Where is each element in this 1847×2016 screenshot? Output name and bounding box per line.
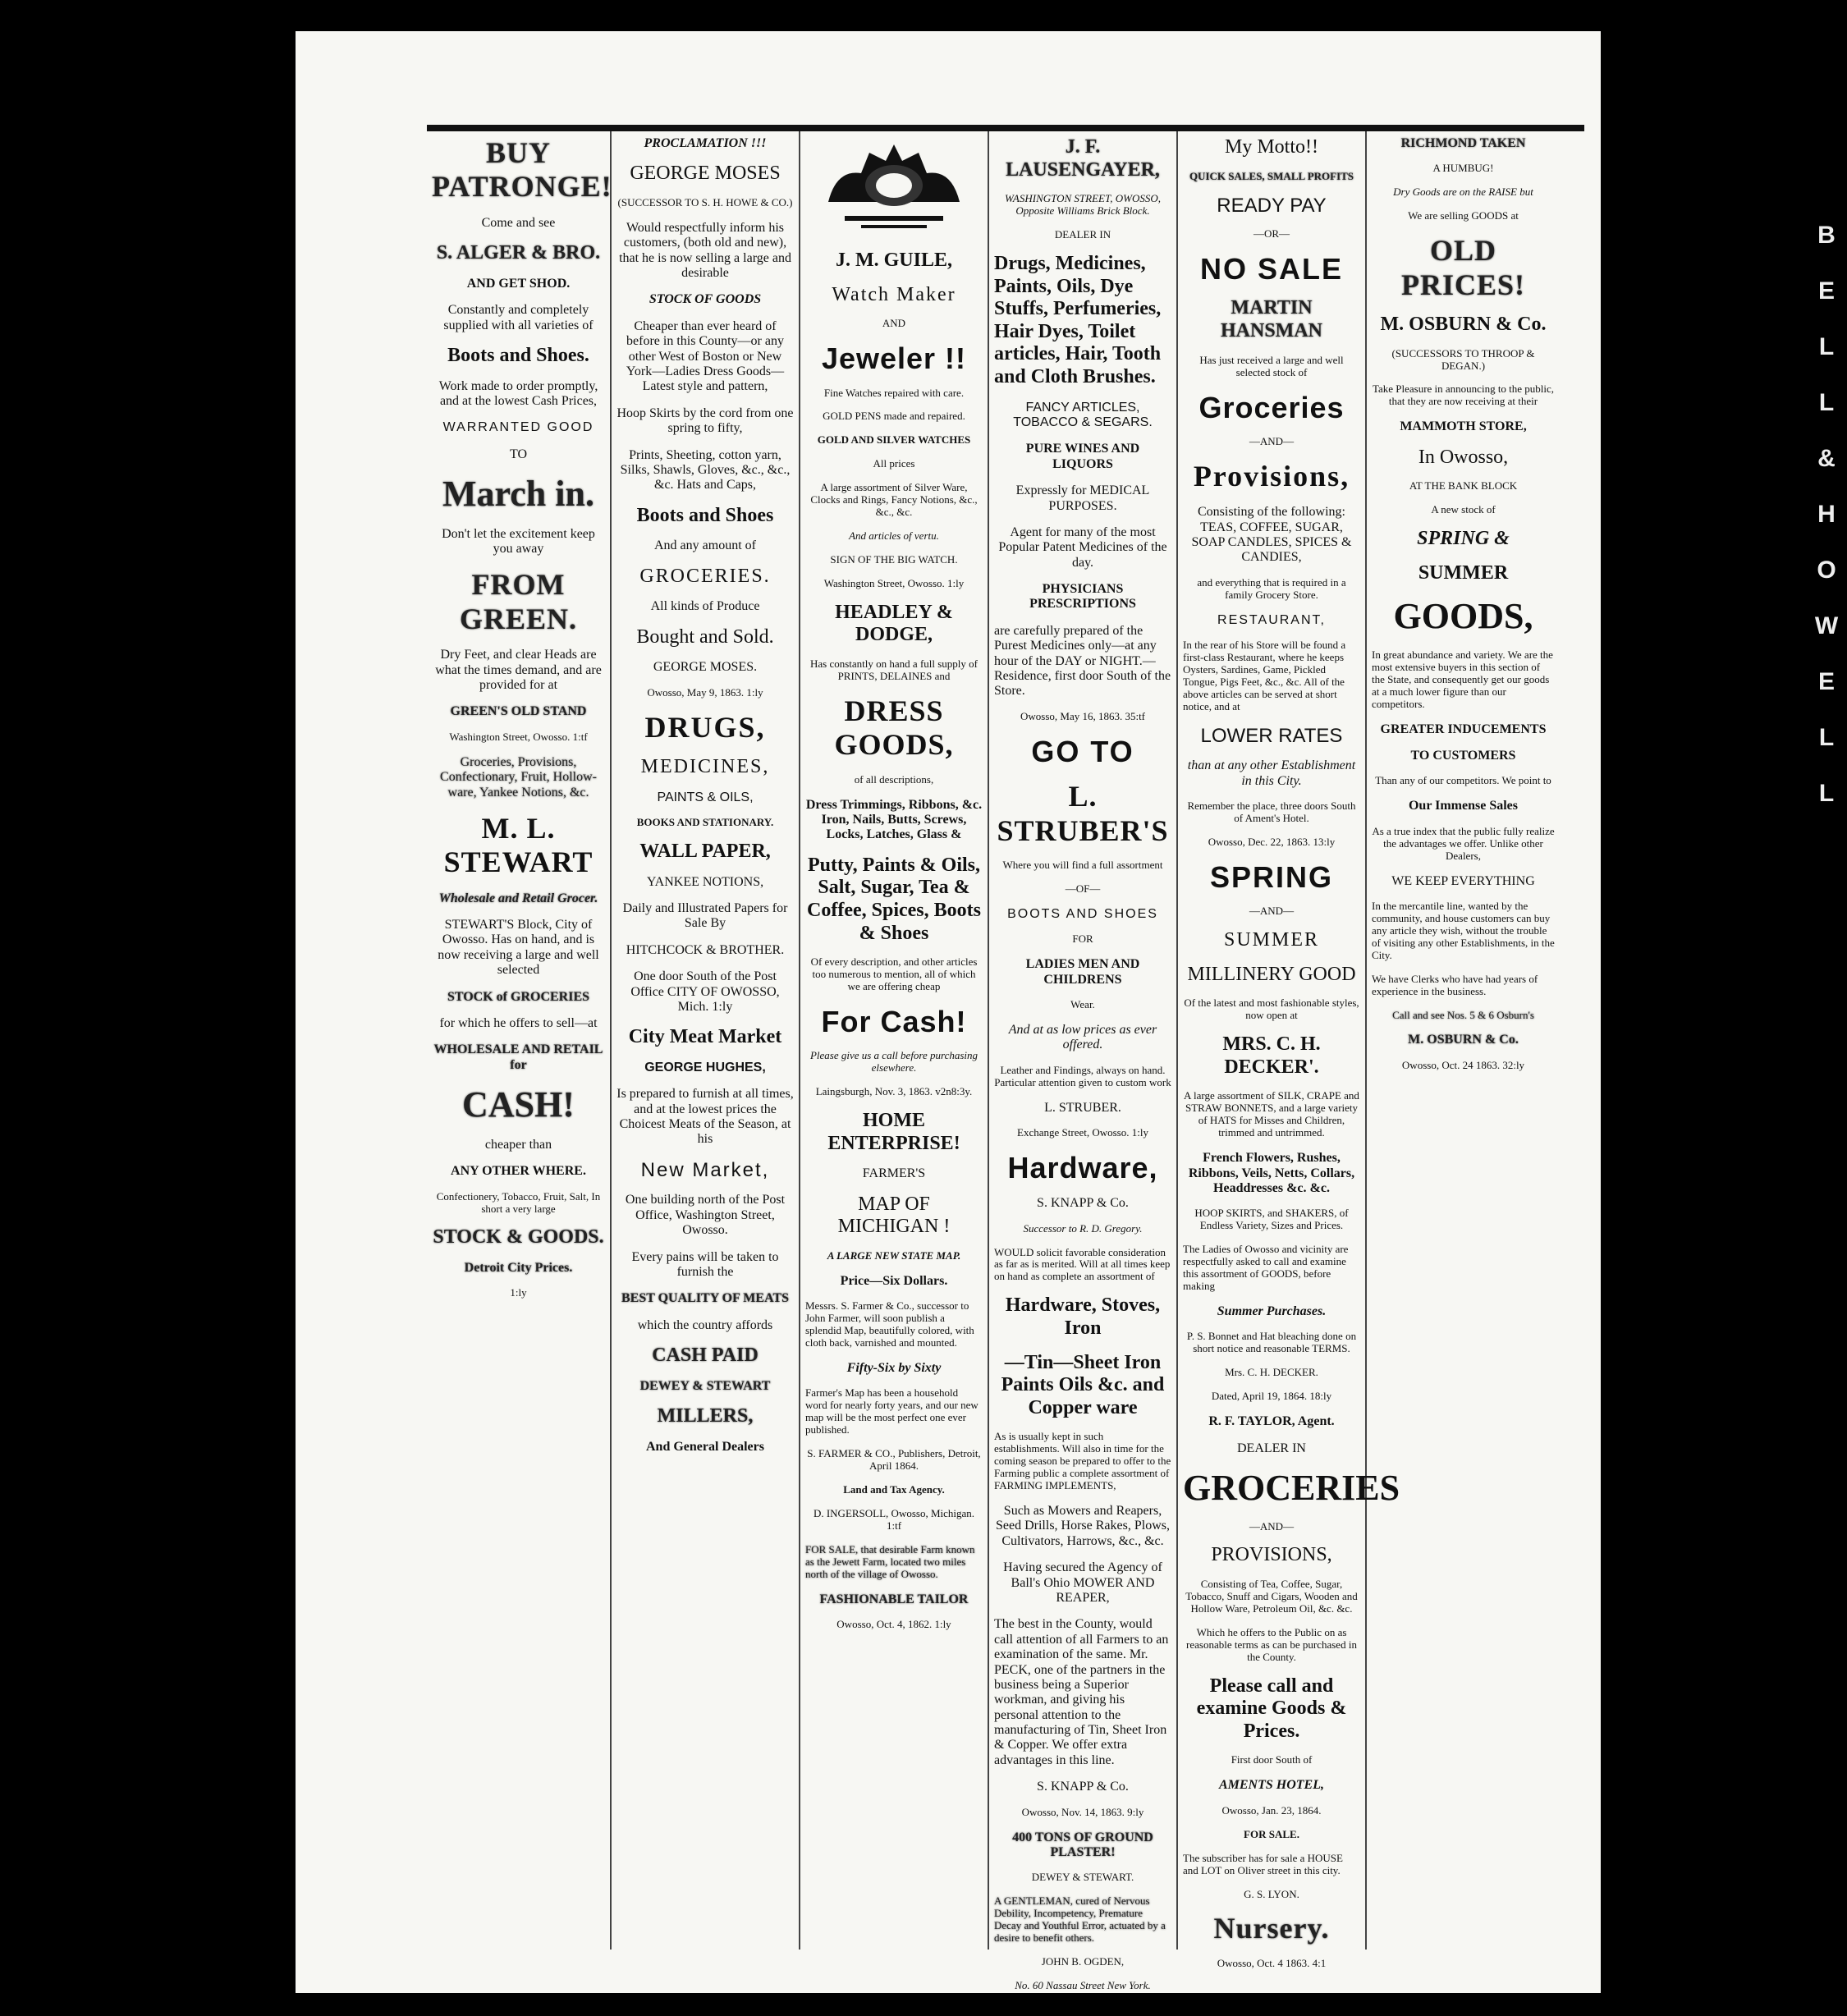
ad-text-line: Wholesale and Retail Grocer.	[438, 891, 598, 905]
ad-text-line: cheaper than	[484, 1137, 552, 1152]
ad-text-line: (SUCCESSORS TO THROOP & DEGAN.)	[1391, 346, 1535, 372]
ad-text-line: Owosso, May 9, 1863. 1:ly	[647, 685, 763, 699]
ad-text-line: Fifty-Six by Sixty	[846, 1361, 942, 1376]
ad-text-line: Would respectfully inform his customers, (both old and new), that he is now selling a large and desirable	[619, 220, 791, 281]
ad-text-line: Land and Tax Agency.	[843, 1483, 945, 1496]
ad-text-line: MILLERS,	[657, 1405, 754, 1427]
ad-text-line: —AND—	[1249, 1519, 1295, 1533]
ad-text-line: As a true index that the public fully realize the advantages we offer. Unlike other Dealers,	[1372, 824, 1555, 862]
ad-text-line: MILLINERY GOOD	[1187, 963, 1356, 985]
ad-text-line: Of every description, and other articles too numerous to mention, all of which we are offering cheap	[810, 955, 978, 993]
ad-text-line: —AND—	[1249, 905, 1295, 918]
edge-text	[1810, 222, 1843, 808]
ad-text-line: FANCY ARTICLES, TOBACCO & SEGARS.	[1013, 400, 1153, 429]
ad-text-line: PHYSICIANS PRESCRIPTIONS	[1029, 582, 1136, 612]
ad-text-line: L. STRUBER'S	[997, 780, 1169, 847]
ad-text-line: SIGN OF THE BIG WATCH.	[830, 553, 958, 566]
ad-text-line: Hardware,	[1007, 1150, 1158, 1184]
ad-text-line: than at any other Establishment in this City.	[1187, 758, 1356, 788]
ad-text-line: LADIES MEN AND CHILDRENS	[1025, 957, 1140, 987]
ad-text-line: Dry Goods are on the RAISE but	[1393, 186, 1533, 199]
edge-letter: H	[1817, 501, 1836, 528]
ad-text-line: My Motto!!	[1225, 136, 1318, 158]
ad-text-line: Remember the place, three doors South of Ament's Hotel.	[1187, 800, 1356, 824]
ad-text-line: Consisting of Tea, Coffee, Sugar, Tobacco, Snuff and Cigars, Wooden and Hollow Ware, Petroleum Oil, &c. &c.	[1185, 1578, 1358, 1615]
ad-text-line: Has just received a large and well selected stock of	[1199, 353, 1344, 378]
ad-text-line: S. FARMER & CO., Publishers, Detroit, April 1864.	[807, 1447, 981, 1473]
ad-text-line: And articles of vertu.	[849, 529, 939, 543]
ad-text-line: MRS. C. H. DECKER'.	[1222, 1033, 1321, 1078]
ad-text-line: AND GET SHOD.	[466, 276, 571, 291]
edge-letter: E	[1817, 277, 1835, 305]
ad-text-line: LOWER RATES	[1200, 724, 1343, 747]
ad-text-line: Such as Mowers and Reapers, Seed Drills, Horse Rakes, Plows, Cultivators, Harrows, &c., &c.	[996, 1504, 1170, 1548]
ad-text-line: We are selling GOODS at	[1408, 209, 1519, 222]
ad-text-line: —AND—	[1249, 434, 1295, 447]
ad-text-line: Call and see Nos. 5 & 6 Osburn's	[1392, 1008, 1534, 1021]
ad-text-line: Than any of our competitors. We point to	[1375, 774, 1551, 787]
ad-text-line: One building north of the Post Office, Washington Street, Owosso.	[625, 1193, 786, 1238]
ad-text-line: 400 TONS OF GROUND PLASTER!	[1012, 1830, 1153, 1859]
ad-text-line: Boots and Shoes.	[447, 344, 589, 366]
ad-text-line: Owosso, Oct. 4 1863. 4:1	[1217, 1956, 1327, 1969]
ad-text-line: GROCERIES	[1183, 1467, 1400, 1508]
ad-text-line: We have Clerks who have had years of experience in the business.	[1372, 972, 1538, 997]
ad-text-line: And at as low prices as ever offered.	[1008, 1022, 1157, 1052]
ad-text-line: Hardware, Stoves, Iron	[1005, 1294, 1161, 1339]
ad-text-line: M. OSBURN & Co.	[1380, 313, 1547, 335]
ad-text-line: City Meat Market	[628, 1026, 782, 1048]
ad-text-line: Groceries, Provisions, Confectionary, Fruit, Hollow-ware, Yankee Notions, &c.	[440, 754, 597, 800]
ad-text-line: AT THE BANK BLOCK	[1409, 479, 1518, 493]
ad-text-line: TO	[509, 447, 528, 461]
ad-text-line: Owosso, Jan. 23, 1864.	[1221, 1803, 1322, 1817]
ad-text-line: Constantly and completely supplied with all varieties of	[443, 303, 594, 332]
ad-text-line: STOCK OF GOODS	[649, 292, 762, 307]
ad-text-line: A large assortment of Silver Ware, Clocks and Rings, Fancy Notions, &c., &c., &c.	[810, 481, 978, 519]
ad-text-line: March in.	[442, 474, 594, 515]
ad-text-line: DEALER IN	[1237, 1441, 1306, 1455]
ad-text-line: —OR—	[1253, 227, 1290, 241]
ad-text-line: PURE WINES AND LIQUORS	[1025, 442, 1140, 471]
ad-text-line: Leather and Findings, always on hand. Particular attention given to custom work	[994, 1063, 1171, 1088]
ad-text-line: First door South of	[1231, 1753, 1313, 1766]
ad-text-line: GEORGE HUGHES,	[644, 1060, 766, 1074]
ad-text-line: Dry Feet, and clear Heads are what the times demand, and are provided for at	[435, 648, 602, 693]
ad-text-line: FROM GREEN.	[459, 568, 578, 635]
ad-text-line: Where you will find a full assortment	[1002, 858, 1163, 871]
ad-text-line: HOOP SKIRTS, and SHAKERS, of Endless Variety, Sizes and Prices.	[1194, 1207, 1349, 1232]
ad-text-line: Come and see	[481, 215, 556, 230]
ad-text-line: In the mercantile line, wanted by the community, and house customers can buy any article they wish, without the trouble of visiting any other Establishments, in the City.	[1372, 899, 1555, 961]
ad-text-line: HITCHCOCK & BROTHER.	[626, 942, 785, 957]
ad-text-line: Farmer's Map has been a household word for nearly forty years, and our new map will be the most perfect one ever published.	[805, 1386, 978, 1436]
ad-text-line: WHOLESALE AND RETAIL for	[433, 1042, 603, 1072]
ad-text-line: WOULD solicit favorable consideration as far as is merited. Will at all times keep on hand as complete an assortment of	[994, 1245, 1171, 1283]
ad-text-line: FOR	[1072, 932, 1093, 946]
ad-text-line: The best in the County, would call attention of all Farmers to an examination of the same. Mr. PECK, one of the partners in the business being a Superior workman, and giving his personal attention to the manufacturing of Tin, Sheet Iron & Copper. We offer extra advantages in this line.	[994, 1617, 1169, 1767]
ad-text-line: New Market,	[640, 1158, 770, 1181]
edge-letter: W	[1814, 612, 1839, 639]
edge-letter: B	[1817, 222, 1836, 249]
ad-text-line: Confectionery, Tobacco, Fruit, Salt, In short a very large	[436, 1189, 601, 1215]
ad-text-line: HEADLEY & DODGE,	[835, 601, 953, 646]
ad-text-line: A LARGE NEW STATE MAP.	[827, 1249, 961, 1262]
ad-text-line: for which he offers to sell—at	[439, 1016, 598, 1031]
edge-letter: L	[1818, 389, 1835, 416]
ad-text-line: Daily and Illustrated Papers for Sale By	[622, 900, 788, 931]
ad-text-line: Please give us a call before purchasing elsewhere.	[809, 1049, 978, 1074]
ad-text-line: In great abundance and variety. We are the most extensive buyers in this section of the State, and consequently get our goods at a much lower figure than our competitors.	[1372, 648, 1553, 710]
ad-text-line: Detroit City Prices.	[464, 1261, 573, 1276]
ad-text-line: YANKEE NOTIONS,	[646, 874, 764, 889]
ad-text-line: are carefully prepared of the Purest Medicines only—at any hour of the DAY or NIGHT.—Residence, first door South of the Store.	[994, 623, 1171, 699]
ad-text-line: S. KNAPP & Co.	[1037, 1780, 1129, 1794]
column-3	[800, 131, 989, 1950]
ad-text-line: BUY PATRONGE!	[432, 136, 612, 204]
ad-text-line: Having secured the Agency of Ball's Ohio MOWER AND REAPER,	[1003, 1560, 1162, 1605]
ad-text-line: CASH!	[462, 1084, 575, 1125]
ad-text-line: STOCK of GROCERIES	[447, 989, 590, 1004]
ad-text-line: Owosso, May 16, 1863. 35:tf	[1020, 709, 1146, 722]
ad-text-line: GEORGE MOSES	[630, 163, 781, 185]
ad-text-line: PROCLAMATION !!!	[644, 136, 767, 150]
ad-text-line: GREEN'S OLD STAND	[450, 704, 587, 719]
ad-text-line: DRUGS,	[644, 710, 766, 744]
ad-text-line: SUMMER	[1418, 561, 1509, 584]
ad-text-line: M. OSBURN & Co.	[1408, 1033, 1519, 1047]
ad-text-line: GOLD AND SILVER WATCHES	[817, 433, 971, 447]
ad-text-line: FOR SALE, that desirable Farm known as the Jewett Farm, located two miles north of the village of Owosso.	[805, 1542, 975, 1580]
ad-text-line: AMENTS HOTEL,	[1218, 1778, 1324, 1793]
ad-text-line: Has constantly on hand a full supply of PRINTS, DELAINES and	[810, 657, 978, 683]
ad-text-line: S. KNAPP & Co.	[1037, 1196, 1129, 1211]
ad-text-line: which the country affords	[637, 1317, 773, 1332]
ad-text-line: Which he offers to the Public on as reasonable terms as can be purchased in the County.	[1186, 1625, 1357, 1663]
ad-text-line: STOCK & GOODS.	[433, 1226, 604, 1249]
ad-text-line: STEWART'S Block, City of Owosso. Has on hand, and is now receiving a large and well selected	[438, 918, 599, 978]
ad-text-line: MAP OF MICHIGAN !	[837, 1193, 951, 1238]
ad-text-line: GEORGE MOSES.	[653, 660, 758, 675]
ad-text-line: Dated, April 19, 1864. 18:ly	[1211, 1390, 1332, 1403]
ad-text-line: Don't let the excitement keep you away	[442, 526, 595, 557]
ad-text-line: R. F. TAYLOR, Agent.	[1208, 1414, 1335, 1429]
ad-text-line: READY PAY	[1217, 194, 1327, 217]
ad-text-line: Is prepared to furnish at all times, and at the lowest prices the Choicest Meats of the Season, at his	[616, 1087, 794, 1147]
ad-text-line: Hoop Skirts by the cord from one spring to fifty,	[616, 405, 794, 436]
column-6	[1367, 131, 1560, 1950]
ad-text-line: Agent for many of the most Popular Patent Medicines of the day.	[998, 525, 1167, 570]
ad-text-line: Jeweler !!	[821, 341, 967, 376]
ad-text-line: A new stock of	[1431, 503, 1496, 516]
ad-text-line: Groceries	[1198, 390, 1345, 424]
ad-text-line: GREATER INDUCEMENTS	[1380, 722, 1547, 736]
ad-text-line: Putty, Paints & Oils, Salt, Sugar, Tea & Coffee, Spices, Boots & Shoes	[807, 854, 981, 944]
ad-text-line: No. 60 Nassau Street New York.	[1015, 1979, 1151, 1991]
top-rule	[427, 125, 1584, 131]
ad-text-line: D. INGERSOLL, Owosso, Michigan. 1:tf	[813, 1507, 975, 1532]
ad-text-line: Expressly for MEDICAL PURPOSES.	[1015, 483, 1150, 513]
ad-text-line: M. L. STEWART	[443, 811, 594, 879]
ad-text-line: Of the latest and most fashionable styles, now open at	[1184, 997, 1359, 1022]
ad-text-line: RICHMOND TAKEN	[1400, 136, 1526, 150]
ad-text-line: MEDICINES,	[640, 756, 770, 778]
ad-text-line: In Owosso,	[1418, 446, 1509, 468]
ad-text-line: J. M. GUILE,	[835, 250, 952, 271]
ad-text-line: GOODS,	[1393, 596, 1533, 637]
ad-text-line: OLD PRICES!	[1400, 234, 1526, 301]
ad-text-line: 1:ly	[510, 1286, 527, 1299]
ad-text-line: Successor to R. D. Gregory.	[1023, 1221, 1143, 1235]
ad-text-line: GO TO	[1031, 734, 1134, 768]
ad-text-line: Consisting of the following: TEAS, COFFEE, SUGAR, SOAP CANDLES, SPICES & CANDIES,	[1191, 505, 1352, 565]
ad-text-line: A GENTLEMAN, cured of Nervous Debility, Incompetency, Premature Decay and Youthful Error, actuated by a desire to benefit others.	[994, 1895, 1166, 1945]
ad-text-line: TO CUSTOMERS	[1410, 749, 1516, 763]
ad-text-line: All prices	[873, 457, 915, 470]
ad-text-line: —OF—	[1065, 882, 1101, 895]
ad-text-line: Our Immense Sales	[1408, 799, 1519, 813]
ad-text-line: AND	[882, 317, 906, 330]
ad-text-line: —Tin—Sheet Iron Paints Oils &c. and Copper ware	[1001, 1351, 1165, 1418]
ad-text-line: BOOTS AND SHOES	[1007, 906, 1158, 921]
ad-text-line: GOLD PENS made and repaired.	[823, 410, 965, 423]
ad-text-line: Wear.	[1070, 997, 1095, 1010]
ad-text-line: Bought and Sold.	[636, 625, 774, 648]
ad-text-line: of all descriptions,	[854, 772, 934, 786]
ad-text-line: Messrs. S. Farmer & Co., successor to John Farmer, will soon publish a splendid Map, beautifully colored, with cloth back, varnished and mounted.	[805, 1299, 974, 1349]
column-4	[989, 131, 1178, 1991]
ad-text-line: For Cash!	[821, 1005, 967, 1039]
ad-text-line: Washington Street, Owosso. 1:tf	[449, 730, 588, 743]
ad-text-line: Exchange Street, Owosso. 1:ly	[1017, 1125, 1148, 1139]
ad-text-line: L. STRUBER.	[1044, 1100, 1121, 1115]
ad-text-line: SUMMER	[1223, 929, 1320, 951]
ad-text-line: P. S. Bonnet and Hat bleaching done on short notice and reasonable TERMS.	[1186, 1330, 1357, 1355]
watch-engraving-illustration	[812, 136, 976, 235]
ad-text-line: MARTIN HANSMAN	[1221, 297, 1322, 342]
edge-letter: O	[1817, 557, 1836, 584]
ad-text-line: Cheaper than ever heard of before in this County—or any other West of Boston or New York—Ladies Dress Goods—Latest style and pattern,	[626, 318, 785, 394]
ad-text-line: As is usually kept in such establishments. Will also in time for the coming season be prepared to offer to the Farming public a complete assortment of FARMING IMPLEMENTS,	[994, 1430, 1171, 1492]
ad-text-line: All kinds of Produce	[650, 599, 760, 614]
ad-text-line: In the rear of his Store will be found a first-class Restaurant, where he keeps Oysters, Sardines, Game, Pickled Tongue, Pigs Feet, &c., &c. All of the above articles can be served at short notice, and at	[1183, 639, 1346, 712]
ad-text-line: A HUMBUG!	[1432, 162, 1494, 175]
ad-text-line: Mrs. C. H. DECKER.	[1225, 1366, 1318, 1379]
ad-text-line: G. S. LYON.	[1244, 1887, 1299, 1900]
ad-text-line: DEWEY & STEWART	[639, 1378, 771, 1393]
edge-letter: L	[1818, 780, 1835, 807]
ad-text-line: FARMER'S	[862, 1166, 926, 1181]
ad-text-line: J. F. LAUSENGAYER,	[1006, 136, 1160, 181]
column-1	[427, 131, 612, 1950]
ad-text-line: Owosso, Dec. 22, 1863. 13:ly	[1208, 835, 1336, 848]
ad-text-line: Prints, Sheeting, cotton yarn, Silks, Shawls, Gloves, &c., &c., &c. Hats and Caps,	[620, 447, 791, 493]
ad-text-line: Take Pleasure in announcing to the public, that they are now receiving at their	[1372, 383, 1555, 408]
ad-text-line: One door South of the Post Office CITY OF OWOSSO, Mich. 1:ly	[630, 969, 780, 1014]
ad-text-line: DEWEY & STEWART.	[1031, 1871, 1134, 1884]
ad-text-line: PAINTS & OILS,	[657, 790, 754, 804]
ad-text-line: Provisions,	[1193, 459, 1350, 493]
ad-text-line: Boots and Shoes	[636, 504, 774, 526]
ad-text-line: BEST QUALITY OF MEATS	[621, 1291, 790, 1306]
ad-text-line: BOOKS AND STATIONARY.	[636, 816, 774, 829]
ad-text-line: Owosso, Oct. 4, 1862. 1:ly	[836, 1618, 951, 1631]
column-2	[612, 131, 800, 1950]
ad-text-line: QUICK SALES, SMALL PROFITS	[1189, 169, 1354, 182]
ad-text-line: Price—Six Dollars.	[840, 1273, 948, 1288]
ad-text-line: FOR SALE.	[1244, 1827, 1299, 1840]
ad-text-line: DEALER IN	[1054, 228, 1111, 241]
ad-text-line: MAMMOTH STORE,	[1400, 419, 1527, 434]
ad-text-line: GROCERIES.	[639, 565, 771, 587]
ad-text-line: PROVISIONS,	[1211, 1544, 1332, 1566]
ad-text-line: Owosso, Oct. 24 1863. 32:ly	[1401, 1058, 1525, 1071]
edge-letter: L	[1818, 333, 1835, 360]
edge-letter: E	[1817, 668, 1835, 695]
edge-letter: &	[1817, 445, 1836, 472]
ad-text-line: and everything that is required in a family Grocery Store.	[1197, 575, 1346, 601]
ad-text-line: ANY OTHER WHERE.	[451, 1164, 586, 1179]
ad-text-line: Washington Street, Owosso. 1:ly	[823, 576, 965, 589]
ad-text-line: HOME ENTERPRISE!	[827, 1110, 960, 1154]
ad-text-line: S. ALGER & BRO.	[436, 242, 601, 264]
ad-text-line: Watch Maker	[832, 283, 956, 305]
ad-text-line: WASHINGTON STREET, OWOSSO, Opposite Williams Brick Block.	[1004, 192, 1161, 218]
ad-text-line: Laingsburgh, Nov. 3, 1863. v2n8:3y.	[815, 1085, 973, 1098]
ad-text-line: Drugs, Medicines, Paints, Oils, Dye Stuffs, Perfumeries, Hair Dyes, Toilet articles, Hair, Tooth and Cloth Brushes.	[994, 253, 1162, 387]
ad-text-line: Summer Purchases.	[1217, 1304, 1327, 1318]
ad-text-line: SPRING	[1209, 859, 1334, 894]
ad-text-line: DRESS GOODS,	[834, 694, 954, 762]
column-5	[1178, 131, 1400, 1969]
ad-text-line: Nursery.	[1213, 1912, 1330, 1945]
ad-text-line: Work made to order promptly, and at the lowest Cash Prices,	[438, 378, 598, 408]
ad-text-line: SPRING &	[1417, 528, 1510, 550]
ad-text-line: And General Dealers	[646, 1439, 764, 1454]
ad-text-line: The Ladies of Owosso and vicinity are respectfully asked to call and examine this assortment of GOODS, before making	[1183, 1243, 1349, 1293]
ad-text-line: JOHN B. OGDEN,	[1041, 1955, 1125, 1968]
ad-text-line: RESTAURANT,	[1217, 612, 1326, 627]
ad-text-line: Dress Trimmings, Ribbons, &c. Iron, Nails, Butts, Screws, Locks, Latches, Glass &	[805, 797, 983, 842]
ad-text-line: The subscriber has for sale a HOUSE and LOT on Oliver street in this city.	[1183, 1851, 1343, 1876]
ad-text-line: CASH PAID	[652, 1345, 759, 1367]
ad-text-line: And any amount of	[654, 538, 756, 553]
ad-text-line: NO SALE	[1199, 252, 1343, 286]
ad-text-line: WALL PAPER,	[639, 840, 771, 862]
ad-text-line: Fine Watches repaired with care.	[823, 386, 965, 399]
ad-text-line: WARRANTED GOOD	[442, 420, 594, 435]
ad-text-line: FASHIONABLE TAILOR	[819, 1592, 969, 1606]
ad-text-line: Owosso, Nov. 14, 1863. 9:ly	[1021, 1805, 1144, 1818]
ad-text-line: A large assortment of SILK, CRAPE and STRAW BONNETS, and a large variety of HATS for Misses and Children, trimmed and untrimmed.	[1184, 1089, 1359, 1139]
ad-text-line: Please call and examine Goods & Prices.	[1196, 1675, 1347, 1742]
ad-text-line: WE KEEP EVERYTHING	[1391, 873, 1535, 888]
edge-letter: L	[1818, 724, 1835, 751]
ad-text-line: (SUCCESSOR TO S. H. HOWE & CO.)	[617, 195, 793, 208]
ad-text-line: French Flowers, Rushes, Ribbons, Veils, Netts, Collars, Headdresses &c. &c.	[1188, 1151, 1355, 1195]
ad-text-line: Every pains will be taken to furnish the	[631, 1249, 779, 1280]
